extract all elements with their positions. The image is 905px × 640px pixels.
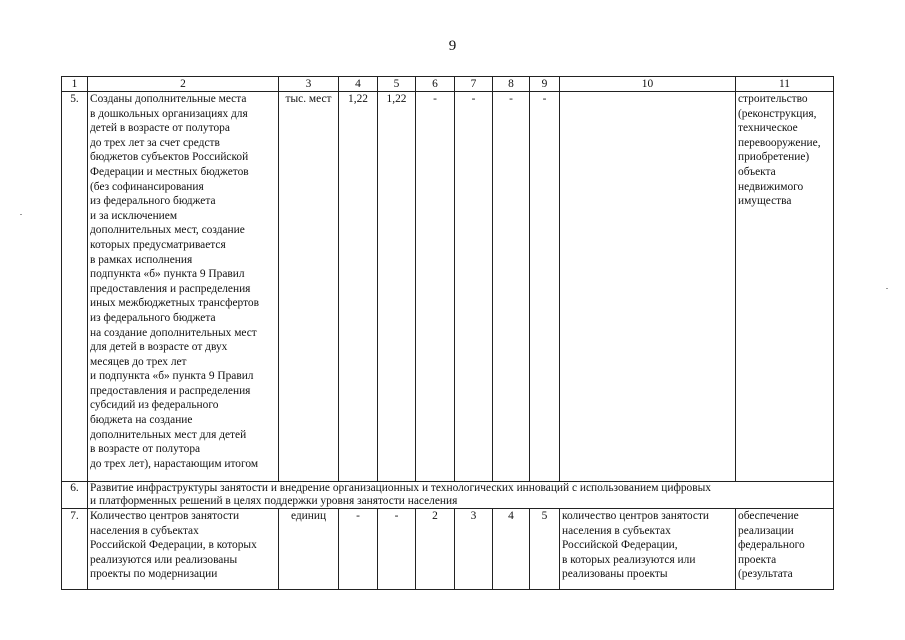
value-cell: - bbox=[339, 509, 378, 590]
row-number: 6. bbox=[62, 482, 88, 509]
header-cell: 3 bbox=[279, 77, 339, 92]
value-cell: - bbox=[493, 92, 530, 482]
header-cell: 4 bbox=[339, 77, 378, 92]
unit-cell: тыс. мест bbox=[279, 92, 339, 482]
header-cell: 6 bbox=[416, 77, 455, 92]
result-type-cell: строительство (реконструкция, техническое перевооружение, приобретение) объекта недвижимого имущества bbox=[736, 92, 834, 482]
row-number: 5. bbox=[62, 92, 88, 482]
header-cell: 1 bbox=[62, 77, 88, 92]
value-cell: - bbox=[455, 92, 493, 482]
scan-speck bbox=[886, 288, 888, 289]
row-number: 7. bbox=[62, 509, 88, 590]
header-cell: 11 bbox=[736, 77, 834, 92]
description-cell: количество центров занятости населения в субъектах Российской Федерации, в которых реализуются или реализованы проекты bbox=[560, 509, 736, 590]
value-cell: - bbox=[416, 92, 455, 482]
value-cell: 3 bbox=[455, 509, 493, 590]
header-cell: 2 bbox=[88, 77, 279, 92]
result-type-cell: обеспечение реализации федерального проекта (результата bbox=[736, 509, 834, 590]
value-cell: 4 bbox=[493, 509, 530, 590]
value-cell: 1,22 bbox=[339, 92, 378, 482]
value-cell: - bbox=[530, 92, 560, 482]
section-title: Развитие инфраструктуры занятости и внедрение организационных и технологических инноваций с использованием цифровых и платформенных решений в целях поддержки уровня занятости населения bbox=[88, 482, 834, 509]
description-cell bbox=[560, 92, 736, 482]
scan-speck bbox=[20, 214, 22, 215]
value-cell: 5 bbox=[530, 509, 560, 590]
value-cell: 2 bbox=[416, 509, 455, 590]
indicator-name: Количество центров занятости населения в субъектах Российской Федерации, в которых реализуются или реализованы проекты по модернизации bbox=[88, 509, 279, 590]
header-cell: 9 bbox=[530, 77, 560, 92]
table-row bbox=[62, 509, 834, 590]
header-cell: 7 bbox=[455, 77, 493, 92]
table-header-row bbox=[62, 77, 834, 92]
header-cell: 8 bbox=[493, 77, 530, 92]
indicators-table bbox=[61, 76, 834, 590]
section-row bbox=[62, 482, 834, 509]
value-cell: 1,22 bbox=[378, 92, 416, 482]
header-cell: 5 bbox=[378, 77, 416, 92]
table-row bbox=[62, 92, 834, 482]
page-number: 9 bbox=[448, 38, 457, 54]
indicator-name: Созданы дополнительные места в дошкольных организациях для детей в возрасте от полутора до трех лет за счет средств бюджетов субъектов Российской Федерации и местных бюджетов (без софинансирования из федерального бюджета и за исключением дополнительных мест, создание которых предусматривается в рамках исполнения подпункта «б» пункта 9 Правил предоставления и распределения иных межбюджетных трансфертов из федерального бюджета на создание дополнительных мест для детей в возрасте от двух месяцев до трех лет и подпункта «б» пункта 9 Правил предоставления и распределения субсидий из федерального бюджета на создание дополнительных мест для детей в возрасте от полутора до трех лет), нарастающим итогом bbox=[88, 92, 279, 482]
header-cell: 10 bbox=[560, 77, 736, 92]
value-cell: - bbox=[378, 509, 416, 590]
unit-cell: единиц bbox=[279, 509, 339, 590]
